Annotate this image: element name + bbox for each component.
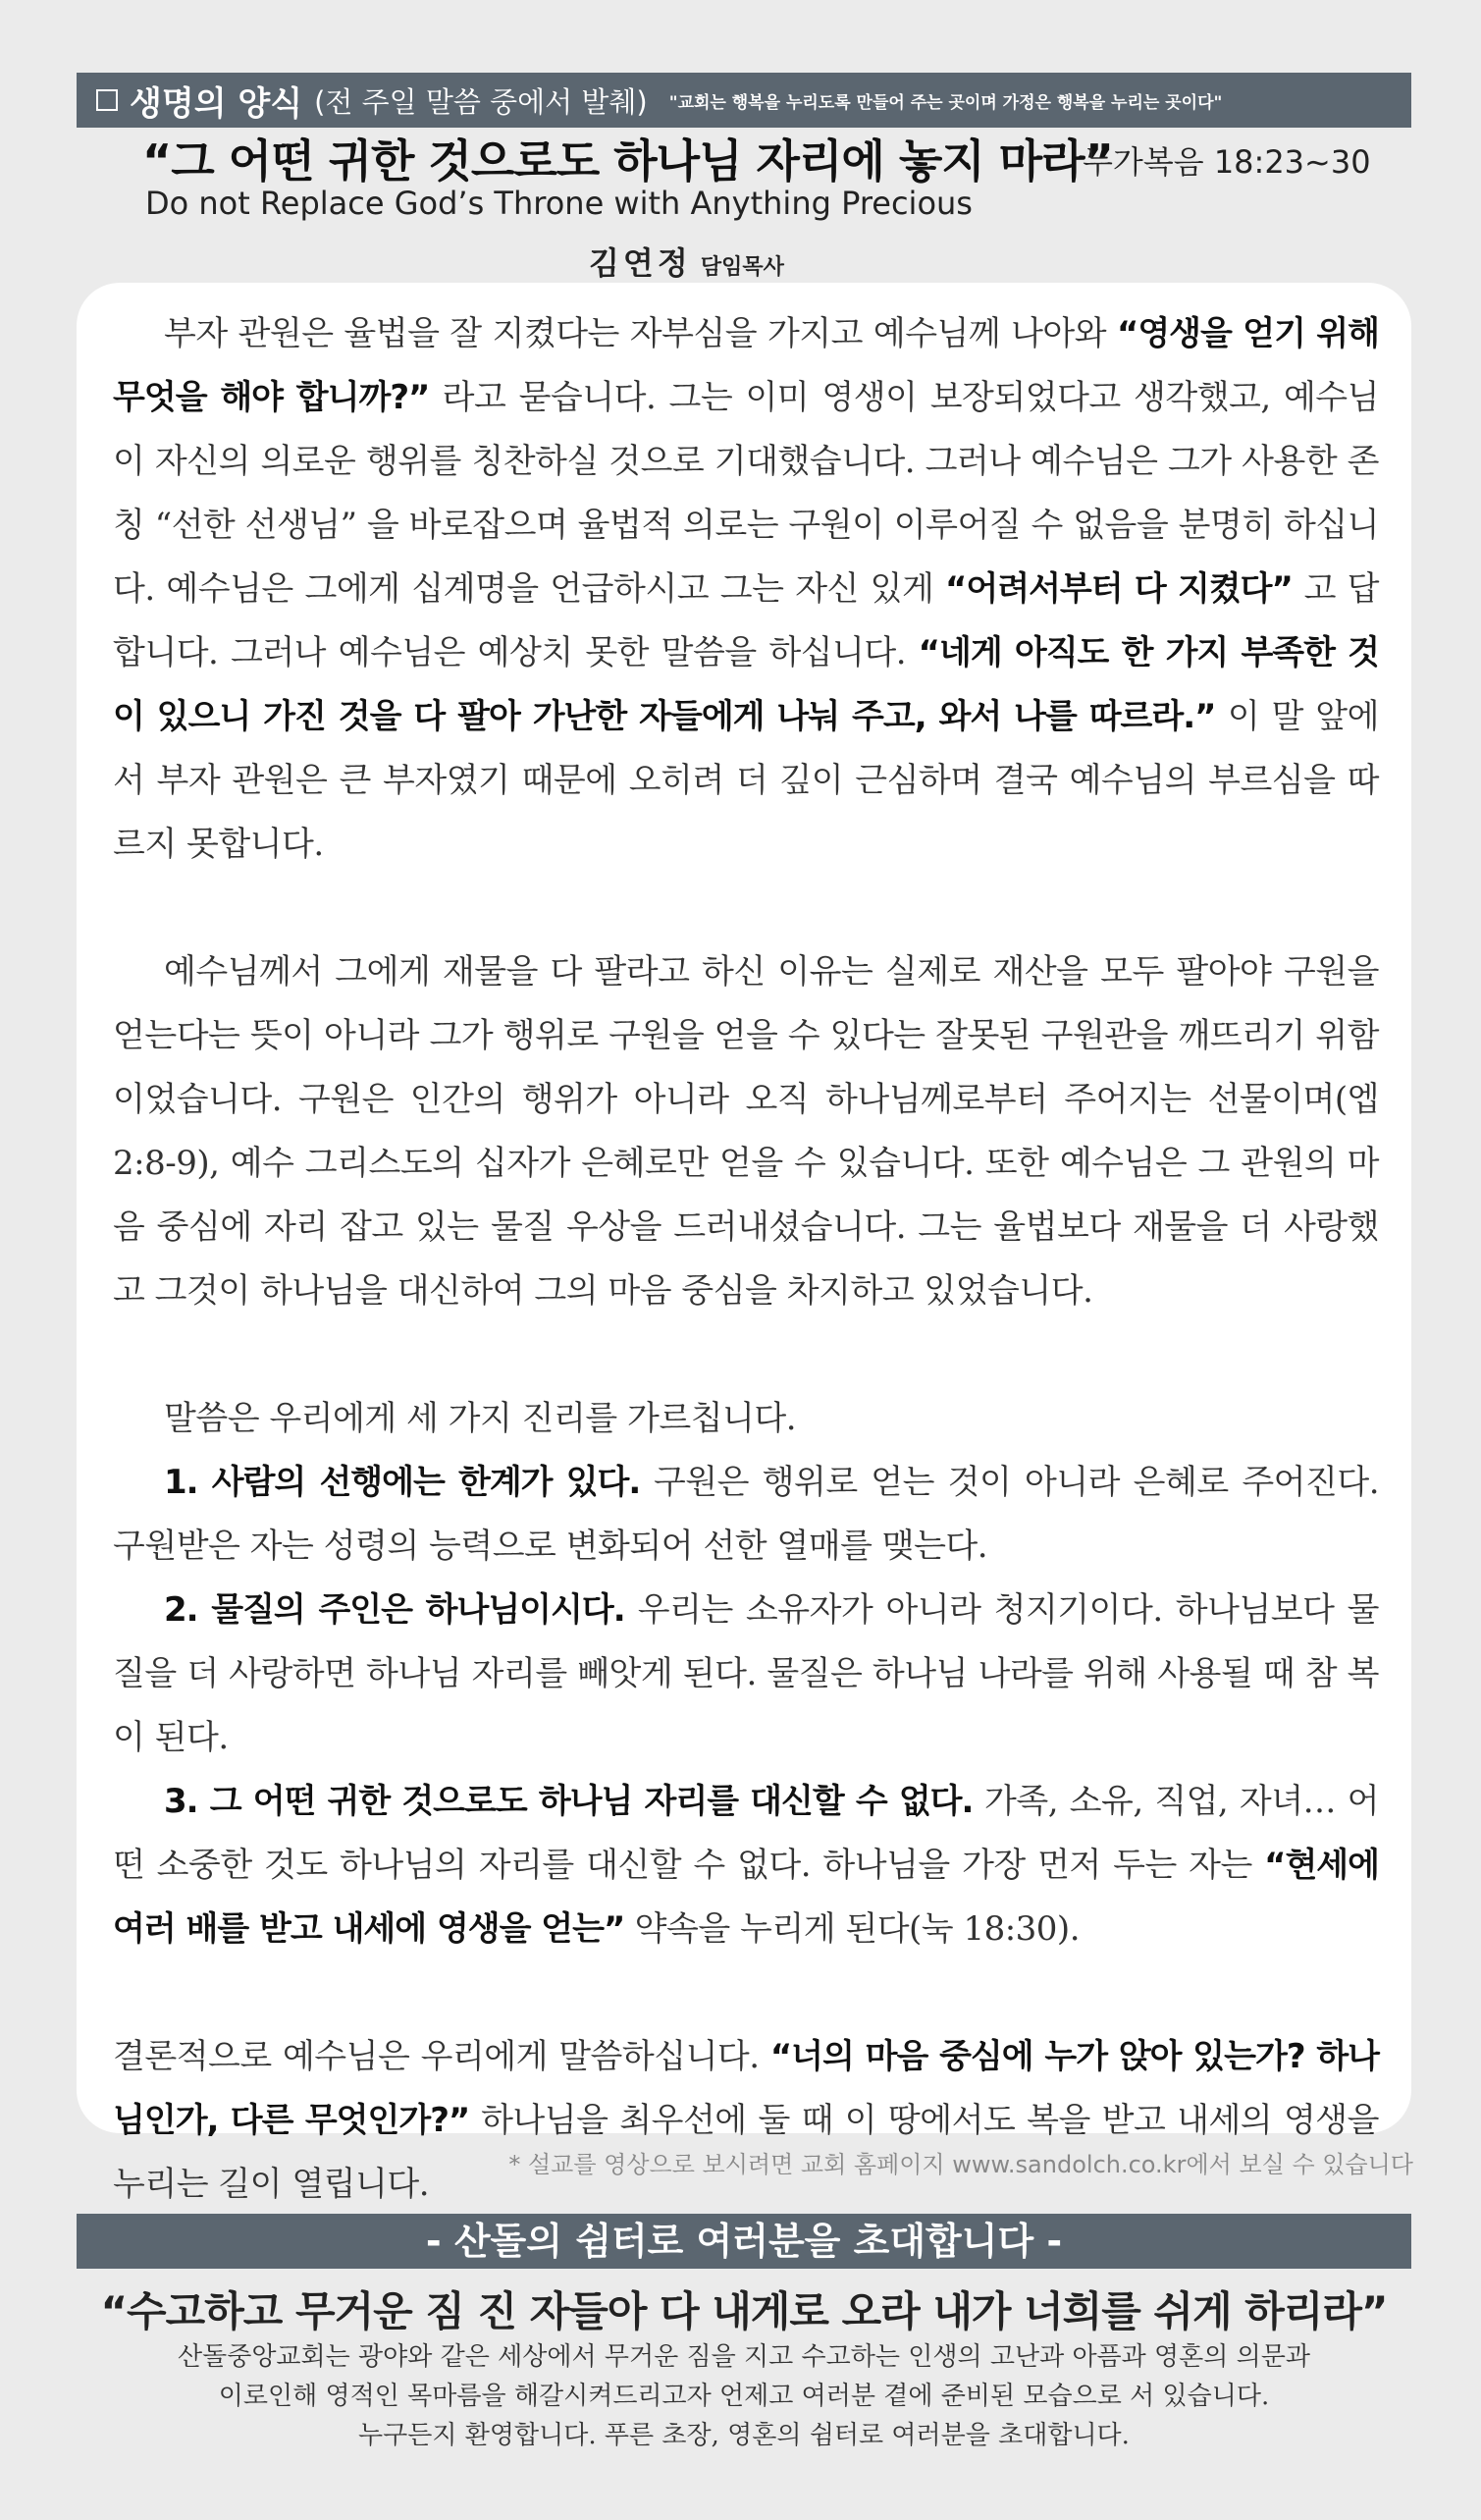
quote-answer: “어려서부터 다 지켰다” — [945, 569, 1293, 609]
paragraph-gap — [113, 1961, 1379, 2025]
sermon-title-row — [142, 126, 1418, 187]
church-motto: "교회는 행복을 누리도록 만들어 주는 곳이며 가정은 행복을 누리는 곳이다" — [668, 92, 1223, 113]
quote-conclusion: “너의 마음 중심에 누가 앉아 있는가? 하나님인가, 다른 무엇인가?” — [113, 2037, 1380, 2140]
invite-line-3: 누구든지 환영합니다. 푸른 초장, 영혼의 쉼터로 여러분을 초대합니다. — [358, 2421, 1130, 2450]
invite-line-1: 산돌중앙교회는 광야와 같은 세상에서 무거운 짐을 지고 수고하는 인생의 고난과 아픔과 영혼의 의문과 — [177, 2342, 1311, 2372]
video-note: * 설교를 영상으로 보시려면 교회 홈페이지 www.sandolch.co.kr에서 보실 수 있습니다 — [508, 2151, 1413, 2178]
paragraph-gap — [113, 1323, 1379, 1387]
quote-question: “영생을 얻기 위해 무엇을 해야 합니까?” — [113, 314, 1379, 417]
invite-banner: - 산돌의 쉼터로 여러분을 초대합니다 - — [77, 2214, 1411, 2269]
section-label: 생명의 양식 — [130, 83, 303, 124]
truths-intro: 말씀은 우리에게 세 가지 진리를 가르칩니다. — [164, 1399, 797, 1438]
paragraph-gap — [113, 877, 1379, 940]
conclusion-paragraph: 결론적으로 예수님은 우리에게 말씀하십니다. “너의 마음 중심에 누가 앉아 있는가? 하나님인가, 다른 무엇인가?” 하나님을 최우선에 둘 때 이 땅에서도 복을 받고 내세의 영생을 누리는 길이 열립니다. — [113, 2037, 1380, 2204]
truth-point-1: 1. 사람의 선행에는 한계가 있다. 구원은 행위로 얻는 것이 아니라 은혜로 주어진다. 구원받은 자는 성령의 능력으로 변화되어 선한 열매를 맺는다. — [113, 1463, 1379, 1566]
quote-command: “네게 아직도 한 가지 부족한 것이 있으니 가진 것을 다 팔아 가난한 자들에게 나눠 주고, 와서 나를 따르라.” — [113, 633, 1379, 736]
invite-quote: “수고하고 무거운 짐 진 자들아 다 내게로 오라 내가 너희를 쉬게 하리라” — [100, 2287, 1388, 2335]
sermon-body — [113, 302, 1379, 2217]
truth-point-2: 2. 물질의 주인은 하나님이시다. 우리는 소유자가 아니라 청지기이다. 하나님보다 물질을 더 사랑하면 하나님 자리를 빼앗게 된다. 물질은 하나님 나라를 위해 사용될 때 참 복이 된다. — [113, 1590, 1379, 1757]
header-banner — [77, 73, 1411, 128]
paragraph-2: 예수님께서 그에게 재물을 다 팔라고 하신 이유는 실제로 재산을 모두 팔아야 구원을 얻는다는 뜻이 아니라 그가 행위로 구원을 얻을 수 있다는 잘못된 구원관을 깨뜨리기 위함이었습니다. 구원은 인간의 행위가 아니라 오직 하나님께로부터 주어지는 선물이며(엡 2:8-9), 예수 그리스도의 십자가 은혜로만 얻을 수 있습니다. 또한 예수님은 그 관원의 마음 중심에 자리 잡고 있는 물질 우상을 드러내셨습니다. 그는 율법보다 재물을 더 사랑했고 그것이 하나님을 대신하여 그의 마음 중심을 차지하고 있었습니다. — [113, 952, 1379, 1311]
invite-line-2: 이로인해 영적인 목마름을 해갈시켜드리고자 언제고 여러분 곁에 준비된 모습으로 서 있습니다. — [218, 2382, 1270, 2411]
paragraph-1: 부자 관원은 율법을 잘 지켰다는 자부심을 가지고 예수님께 나아와 “영생을 얻기 위해 무엇을 해야 합니까?” 라고 묻습니다. 그는 이미 영생이 보장되었다고 생각했고, 예수님이 자신의 의로운 행위를 칭찬하실 것으로 기대했습니다. 그러나 예수님은 그가 사용한 존칭 “선한 선생님” 을 바로잡으며 율법적 의로는 구원이 이루어질 수 없음을 분명히 하십니다. 예수님은 그에게 십계명을 언급하시고 그는 자신 있게 “어려서부터 다 지켰다” 고 답합니다. 그러나 예수님은 예상치 못한 말씀을 하십니다. “네게 아직도 한 가지 부족한 것이 있으니 가진 것을 다 팔아 가난한 자들에게 나눠 주고, 와서 나를 따르라.” 이 말 앞에서 부자 관원은 큰 부자였기 때문에 오히려 더 깊이 근심하며 결국 예수님의 부르심을 따르지 못합니다. — [113, 314, 1380, 864]
checkbox-square-icon — [96, 89, 118, 111]
english-title: Do not Replace God’s Throne with Anything Precious — [145, 185, 973, 222]
sermon-title: “그 어떤 귀한 것으로도 하나님 자리에 놓지 마라” — [142, 134, 1113, 188]
truth-point-3: 3. 그 어떤 귀한 것으로도 하나님 자리를 대신할 수 없다. 가족, 소유, 직업, 자녀… 어떤 소중한 것도 하나님의 자리를 대신할 수 없다. 하나님을 가장 먼저 두는 자는 “현세에 여러 배를 받고 내세에 영생을 얻는” 약속을 누리게 된다(눅 18:30). — [113, 1782, 1379, 1949]
scripture-reference: 누가복음 18:23~30 — [1083, 143, 1371, 181]
pastor-role: 담임목사 — [700, 255, 784, 280]
pastor-name: 김연정 — [589, 244, 692, 282]
pastor-byline — [589, 239, 784, 284]
section-subtitle: (전 주일 말씀 중에서 발췌) — [314, 84, 648, 119]
